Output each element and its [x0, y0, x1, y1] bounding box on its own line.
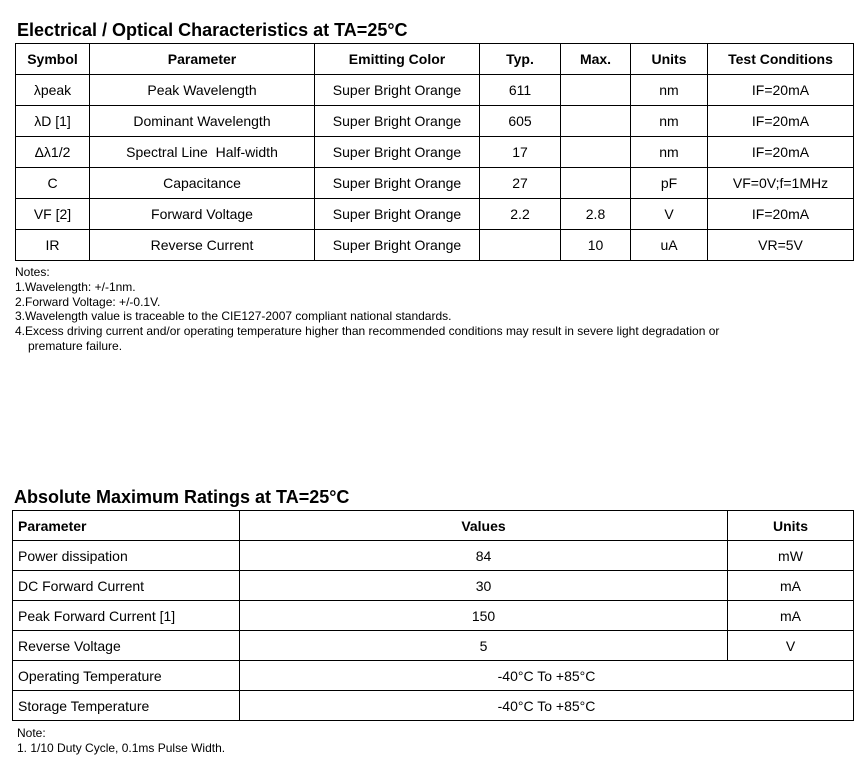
- column-header-symbol: Symbol: [16, 44, 90, 75]
- column-header-typ: Typ.: [480, 44, 561, 75]
- column-header-parameter: Parameter: [90, 44, 315, 75]
- cell-parameter: Spectral Line Half-width: [90, 137, 315, 168]
- cell-typ: 611: [480, 75, 561, 106]
- cell-emitting-color: Super Bright Orange: [315, 168, 480, 199]
- cell-parameter: Peak Wavelength: [90, 75, 315, 106]
- cell-emitting-color: Super Bright Orange: [315, 230, 480, 261]
- eo-section-title: Electrical / Optical Characteristics at TA=25°C: [17, 20, 408, 40]
- electrical-optical-table: [15, 43, 854, 261]
- cell-parameter: DC Forward Current: [13, 571, 240, 601]
- cell-emitting-color: Super Bright Orange: [315, 137, 480, 168]
- notes-heading: Note:: [17, 726, 46, 740]
- cell-test-conditions: VF=0V;f=1MHz: [708, 168, 854, 199]
- cell-units: mA: [728, 571, 854, 601]
- cell-parameter: Operating Temperature: [13, 661, 240, 691]
- cell-parameter: Dominant Wavelength: [90, 106, 315, 137]
- cell-max: [561, 137, 631, 168]
- cell-typ: 17: [480, 137, 561, 168]
- cell-max: [561, 168, 631, 199]
- cell-typ: [480, 230, 561, 261]
- cell-units: nm: [631, 106, 708, 137]
- cell-symbol: C: [16, 168, 90, 199]
- column-header-emitting-color: Emitting Color: [315, 44, 480, 75]
- cell-emitting-color: Super Bright Orange: [315, 75, 480, 106]
- table-row: [13, 541, 854, 571]
- cell-units: mA: [728, 601, 854, 631]
- cell-max: [561, 106, 631, 137]
- cell-units: V: [728, 631, 854, 661]
- table-row: [13, 691, 854, 721]
- cell-parameter: Reverse Voltage: [13, 631, 240, 661]
- table-header-row: [16, 44, 854, 75]
- cell-symbol: VF [2]: [16, 199, 90, 230]
- cell-value-spanning: -40°C To +85°C: [240, 661, 854, 691]
- cell-parameter: Capacitance: [90, 168, 315, 199]
- cell-typ: 605: [480, 106, 561, 137]
- cell-parameter: Storage Temperature: [13, 691, 240, 721]
- cell-parameter: Reverse Current: [90, 230, 315, 261]
- table-row: [16, 137, 854, 168]
- amr-section-title: Absolute Maximum Ratings at TA=25°C: [14, 487, 350, 507]
- amr-notes: [17, 726, 225, 756]
- notes-heading: Notes:: [15, 265, 50, 279]
- cell-emitting-color: Super Bright Orange: [315, 106, 480, 137]
- cell-symbol: Δλ1/2: [16, 137, 90, 168]
- cell-test-conditions: IF=20mA: [708, 199, 854, 230]
- cell-symbol: λpeak: [16, 75, 90, 106]
- cell-test-conditions: IF=20mA: [708, 106, 854, 137]
- cell-parameter: Peak Forward Current [1]: [13, 601, 240, 631]
- cell-value: 150: [240, 601, 728, 631]
- absolute-maximum-ratings-table: [12, 510, 854, 721]
- cell-symbol: λD [1]: [16, 106, 90, 137]
- eo-notes: [15, 265, 815, 354]
- table-row: [16, 75, 854, 106]
- note-1: 1. 1/10 Duty Cycle, 0.1ms Pulse Width.: [17, 740, 226, 755]
- cell-units: nm: [631, 137, 708, 168]
- table-row: [13, 631, 854, 661]
- column-header-units: Units: [631, 44, 708, 75]
- cell-typ: 27: [480, 168, 561, 199]
- cell-parameter: Forward Voltage: [90, 199, 315, 230]
- cell-max: 10: [561, 230, 631, 261]
- cell-parameter: Power dissipation: [13, 541, 240, 571]
- cell-max: 2.8: [561, 199, 631, 230]
- table-row: [16, 106, 854, 137]
- cell-units: pF: [631, 168, 708, 199]
- cell-test-conditions: IF=20mA: [708, 137, 854, 168]
- cell-symbol: IR: [16, 230, 90, 261]
- cell-value-spanning: -40°C To +85°C: [240, 691, 854, 721]
- table-row: [13, 601, 854, 631]
- cell-units: V: [631, 199, 708, 230]
- table-row: [16, 199, 854, 230]
- table-row: [16, 168, 854, 199]
- table-row: [13, 571, 854, 601]
- cell-units: nm: [631, 75, 708, 106]
- column-header-units: Units: [728, 511, 854, 541]
- cell-typ: 2.2: [480, 199, 561, 230]
- cell-test-conditions: IF=20mA: [708, 75, 854, 106]
- cell-emitting-color: Super Bright Orange: [315, 199, 480, 230]
- note-3: 3.Wavelength value is traceable to the CIE127-2007 compliant national standards.: [15, 309, 452, 324]
- note-2: 2.Forward Voltage: +/-0.1V.: [15, 294, 161, 309]
- cell-value: 5: [240, 631, 728, 661]
- cell-value: 84: [240, 541, 728, 571]
- column-header-parameter: Parameter: [13, 511, 240, 541]
- note-4: 4.Excess driving current and/or operating temperature higher than recommended conditions may result in severe light degradation or: [15, 324, 720, 339]
- column-header-test-conditions: Test Conditions: [708, 44, 854, 75]
- table-header-row: [13, 511, 854, 541]
- column-header-max: Max.: [561, 44, 631, 75]
- cell-test-conditions: VR=5V: [708, 230, 854, 261]
- note-1: 1.Wavelength: +/-1nm.: [15, 279, 136, 294]
- cell-units: mW: [728, 541, 854, 571]
- cell-max: [561, 75, 631, 106]
- note-4-continuation: premature failure.: [28, 338, 123, 353]
- cell-units: uA: [631, 230, 708, 261]
- column-header-values: Values: [240, 511, 728, 541]
- table-row: [16, 230, 854, 261]
- table-row: [13, 661, 854, 691]
- cell-value: 30: [240, 571, 728, 601]
